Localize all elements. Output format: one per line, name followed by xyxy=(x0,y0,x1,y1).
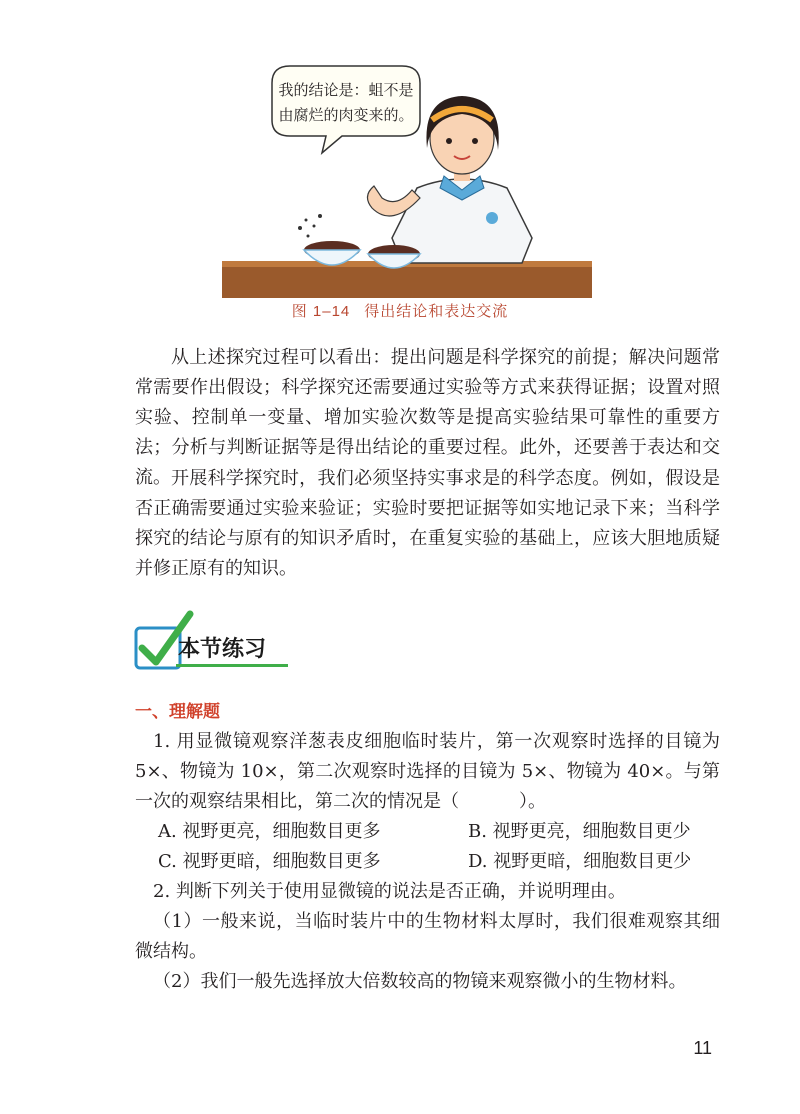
option-c: C. 视野更暗，细胞数目更多 xyxy=(158,851,381,872)
question-2: 2. 判断下列关于使用显微镜的说法是否正确，并说明理由。 xyxy=(153,881,626,902)
page-number: 11 xyxy=(693,1038,712,1058)
question-2-part-2: （2）我们一般先选择放大倍数较高的物镜来观察微小的生物材料。 xyxy=(153,971,687,992)
question-1-end: ）。 xyxy=(519,791,546,812)
option-a: A. 视野更亮，细胞数目更多 xyxy=(158,821,381,842)
table-top xyxy=(222,263,592,298)
option-b: B. 视野更亮，细胞数目更少 xyxy=(468,821,691,842)
section-heading-comprehension: 一、理解题 xyxy=(135,702,220,722)
question-1 xyxy=(135,727,720,817)
flies xyxy=(298,214,322,238)
option-d: D. 视野更暗，细胞数目更少 xyxy=(468,851,692,872)
question-1-text: 1. 用显微镜观察洋葱表皮细胞临时装片，第一次观察时选择的目镜为 5×、物镜为 10×，第二次观察时选择的目镜为 5×、物镜为 40×。与第一次的观察结果相比，第二次的情况是（ xyxy=(135,731,720,812)
figure-caption-text: 得出结论和表达交流 xyxy=(364,302,509,320)
speech-bubble xyxy=(272,66,420,153)
question-2-part-1: （1）一般来说，当临时装片中的生物材料太厚时，我们很难观察其细微结构。 xyxy=(135,911,720,962)
figure-illustration xyxy=(222,58,592,298)
title-underline xyxy=(176,664,288,667)
girl-eye-right xyxy=(472,138,478,144)
body-paragraph-1: 从上述探究过程可以看出：提出问题是科学探究的前提；解决问题常常需要作出假设；科学探究还需要通过实验等方式来获得证据；设置对照实验、控制单一变量、增加实验次数等是提高实验结果可靠性的重要方法；分析与判断证据等是得出结论的重要过程。此外，还要善于表达和交流。 xyxy=(135,347,720,488)
figure-number: 图 1–14 xyxy=(291,303,351,320)
exercise-title: 本节练习 xyxy=(178,636,267,661)
figure-caption xyxy=(0,300,800,321)
body-paragraph-2: 开展科学探究时，我们必须坚持实事求是的科学态度。例如，假设是否正确需要通过实验来验证；实验时要把证据等如实地记录下来；当科学探究的结论与原有的知识矛盾时，在重复实验的基础上，应该大胆地质疑并修正原有的知识。 xyxy=(135,468,720,579)
shirt-badge xyxy=(486,212,498,224)
speech-line-1: 我的结论是：蛆不是 xyxy=(278,81,414,99)
girl-eye-left xyxy=(446,138,452,144)
speech-line-2: 由腐烂的肉变来的。 xyxy=(278,106,414,124)
